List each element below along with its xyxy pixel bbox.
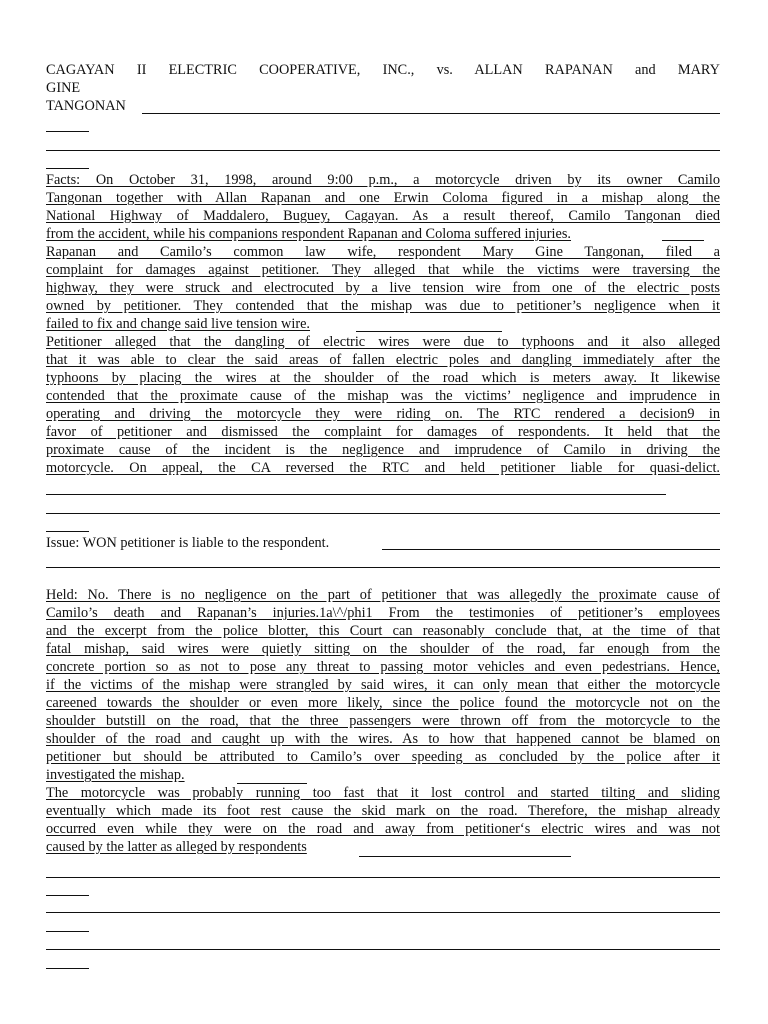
held-line: Camilo’s death and Rapanan’s injuries.1a\^/phi1 From the testimonies of petitioner’s employees — [46, 605, 720, 621]
fill-stub — [46, 968, 89, 969]
facts-line: complaint for damages against petitioner. They alleged that while the victims were traversing the — [46, 262, 720, 278]
held-line: Held: No. There is no negligence on the part of petitioner that was allegedly the proximate cause of — [46, 587, 720, 603]
case-title-line-2: GINE — [46, 80, 81, 96]
fill-line — [382, 549, 720, 550]
facts-line: owned by petitioner. They contended that the mishap was due to petitioner’s negligence when it — [46, 298, 720, 314]
facts-line: Facts: On October 31, 1998, around 9:00 p.m., a motorcycle driven by its owner Camilo — [46, 172, 720, 188]
held-line: The motorcycle was probably running too fast that it lost control and started tilting and sliding — [46, 785, 720, 801]
fill-line — [46, 912, 720, 913]
facts-line: proximate cause of the incident is the negligence and imprudence of Camilo in driving the — [46, 442, 720, 458]
rule-stub — [46, 168, 89, 169]
facts-line: that it was able to clear the said areas of fallen electric poles and dangling immediately after the — [46, 352, 720, 368]
fill-line — [662, 240, 704, 241]
facts-line: Tangonan together with Allan Rapanan and one Erwin Coloma figured in a mishap along the — [46, 190, 720, 206]
facts-line: motorcycle. On appeal, the CA reversed the RTC and held petitioner liable for quasi-delict. — [46, 460, 720, 476]
facts-line: Rapanan and Camilo’s common law wife, respondent Mary Gine Tangonan, filed a — [46, 244, 720, 260]
fill-stub — [46, 531, 89, 532]
held-line: shoulder of the road and caught up with the wires. As to how that happened cannot be blamed on — [46, 731, 720, 747]
fill-line — [356, 331, 502, 332]
facts-line: National Highway of Maddalero, Buguey, Cagayan. As a result thereof, Camilo Tangonan died — [46, 208, 720, 224]
document-page — [46, 0, 720, 1024]
fill-stub — [46, 895, 89, 896]
held-line: shoulder butstill on the road, that the three passengers were thrown off from the motorcycle to the — [46, 713, 720, 729]
fill-line — [46, 877, 720, 878]
facts-line: contended that the proximate cause of the mishap was the victims’ negligence and imprudence in — [46, 388, 720, 404]
held-line: fatal mishap, said wires were quietly sitting on the shoulder of the road, far enough from the — [46, 641, 720, 657]
facts-line: highway, they were struck and electrocuted by a live tension wire from one of the electric posts — [46, 280, 720, 296]
fill-line — [46, 567, 720, 568]
fill-line — [46, 949, 720, 950]
fill-line — [46, 494, 666, 495]
held-line: eventually which made its foot rest cause the skid mark on the road. Therefore, the mishap already — [46, 803, 720, 819]
facts-line: Petitioner alleged that the dangling of electric wires were due to typhoons and it also alleged — [46, 334, 720, 350]
held-line: caused by the latter as alleged by respondents — [46, 839, 307, 855]
rule-line — [46, 150, 720, 151]
held-line: and the excerpt from the police blotter, this Court can reasonably conclude that, at the time of that — [46, 623, 720, 639]
facts-line: from the accident, while his companions respondent Rapanan and Coloma suffered injuries. — [46, 226, 572, 242]
held-line: petitioner but should be attributed to Camilo’s over speeding as concluded by the police after it — [46, 749, 720, 765]
fill-line — [359, 856, 571, 857]
facts-line: typhoons by placing the wires at the shoulder of the road which is meters away. It likewise — [46, 370, 720, 386]
title-fill-line — [142, 113, 720, 114]
case-title-line-3: TANGONAN — [46, 98, 126, 114]
fill-line — [46, 513, 720, 514]
held-line: concrete portion so as not to pose any threat to passing motor vehicles and even pedestrians. Hence, — [46, 659, 720, 675]
facts-line: operating and driving the motorcycle they were riding on. The RTC rendered a decision9 in — [46, 406, 720, 422]
held-line: if the victims of the mishap were strangled by said wires, it can only mean that either the motorcycle — [46, 677, 720, 693]
case-title-line-1: CAGAYAN II ELECTRIC COOPERATIVE, INC., vs. ALLAN RAPANAN and MARY — [46, 62, 720, 78]
held-line: careened towards the shoulder or even more likely, since the police found the motorcycle not on the — [46, 695, 720, 711]
facts-line: favor of petitioner and dismissed the complaint for damages of respondents. It held that the — [46, 424, 720, 440]
held-line: investigated the mishap. — [46, 767, 185, 783]
issue-text: Issue: WON petitioner is liable to the respondent. — [46, 535, 330, 551]
title-fill-stub — [46, 131, 89, 132]
held-line: occurred even while they were on the road and away from petitioner‘s electric wires and was not — [46, 821, 720, 837]
fill-stub — [46, 931, 89, 932]
facts-line: failed to fix and change said live tension wire. — [46, 316, 311, 332]
